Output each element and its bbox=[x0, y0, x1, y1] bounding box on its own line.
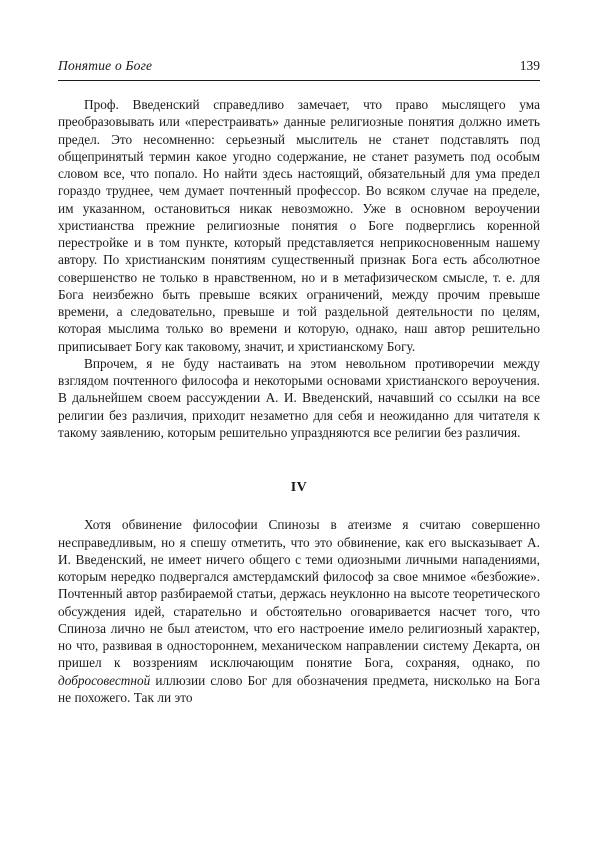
paragraph-2: Впрочем, я не буду настаивать на этом невольном противоречии между взглядом почтенного философа и некоторыми основами христианского вероучения. В дальнейшем своем рассуждении А. И. Введенский, начавший со ссылки на все религии без различия, приходит незаметно для себя и неожиданно для читателя к такому заявлению, которым решительно упраздняются все религии без различия. bbox=[58, 355, 540, 440]
emphasized-word: добросовестной bbox=[58, 672, 151, 688]
running-head-title: Понятие о Боге bbox=[58, 58, 153, 73]
page-number: 139 bbox=[519, 58, 540, 73]
paragraph-3-text-before-italic: Хотя обвинение философии Спинозы в атеизме я считаю совершенно несправедливым, но я спешу отметить, что это обвинение, как его высказывает А. И. Введенский, не имеет ничего общего с теми одиозными личными нападениями, которым нередко подвергался амстердамский философ за свое мнимое «безбожие». Почтенный автор разбираемой статьи, держась неуклонно на высоте теоретического обсуждения идей, старательно и обстоятельно оговаривается насчет того, что Спиноза лично не был атеистом, что его настроение имело религиозный характер, но что, развивая в одностороннем, механическом направлении систему Декарта, он пришел к воззрениям исключающим понятие Бога, сохраняя, однако, по bbox=[58, 517, 540, 671]
header-rule bbox=[58, 80, 540, 81]
body-text-column bbox=[58, 96, 540, 706]
paragraph-3-text-after-italic: иллюзии слово Бог для обозначения предмета, нисколько на Бога не похожего. Так ли это bbox=[58, 672, 540, 705]
paragraph-3 bbox=[58, 516, 540, 706]
section-heading: IV bbox=[290, 480, 308, 495]
running-head bbox=[58, 58, 540, 74]
paragraph-1: Проф. Введенский справедливо замечает, что право мыслящего ума преобразовывать или «перестраивать» данные религиозные понятия должно иметь предел. Это несомненно: серьезный мыслитель не станет подставлять под общепринятый термин какое угодно содержание, не станет разуметь под особым словом все, что попало. Но найти здесь настоящий, обязательный для ума предел гораздо труднее, чем думает почтенный профессор. Во всяком случае на пределе, им указанном, остановиться никак невозможно. Уже в основном вероучении христианства прежние религиозные понятия о Боге подверглись коренной перестройке и в том пункте, который представляется неприкосновенным нашему автору. По христианским понятиям существенный признак Бога есть абсолютное совершенство не только в нравственном, но и в метафизическом смысле, т. е. для Бога неизбежно быть превыше всяких ограничений, между прочим превыше времени, а следовательно, превыше и той раздельной деятельности по целям, которая мыслима только во времени и которую, однако, наш автор решительно приписывает Богу как таковому, значит, и христианскому Богу. bbox=[58, 97, 540, 354]
